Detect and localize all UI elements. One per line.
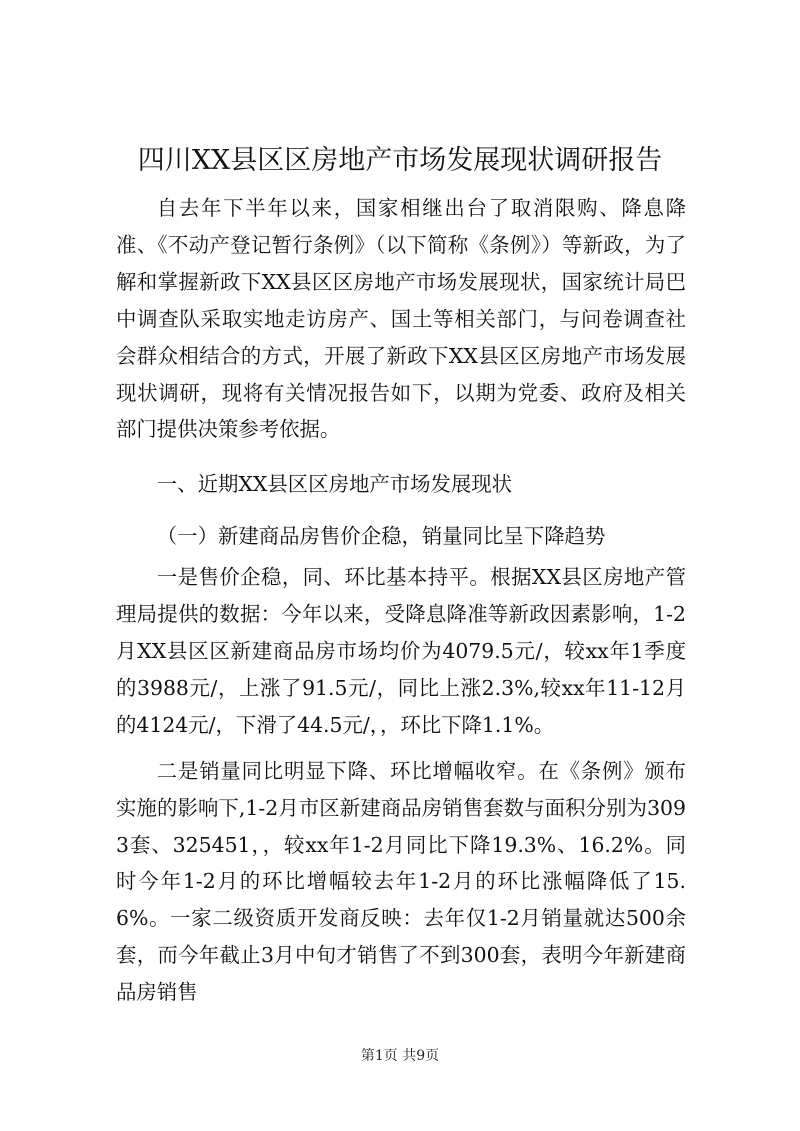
sales-paragraph: 二是销量同比明显下降、环比增幅收窄。在《条例》颁布实施的影响下,1-2月市区新建商品房销售套数与面积分别为3093套、325451，，较xx年1-2月同比下降19.3%、16.2%。同时今年1-2月的环比增幅较去年1-2月的环比涨幅降低了15.6%。一家二级资质开发商反映：去年仅1-2月销量就达500余套，而今年截止3月中旬才销售了不到300套，表明今年新建商品房销售 — [116, 758, 686, 1005]
page-number-footer: 第1页 共9页 — [360, 1048, 440, 1064]
document-body — [116, 190, 686, 1011]
section-heading: 一、近期XX县区区房地产市场发展现状 — [156, 472, 513, 497]
price-paragraph: 一是售价企稳，同、环比基本持平。根据XX县区房地产管理局提供的数据：今年以来，受降息降准等新政因素影响，1-2月XX县区区新建商品房市场均价为4079.5元/，较xx年1季度的3988元/，上涨了91.5元/，同比上涨2.3%,较xx年11-12月的4124元/，下滑了44.5元/，，环比下降1.1%。 — [116, 565, 686, 737]
subsection-heading: （一）新建商品房售价企稳，销量同比呈下降趋势 — [156, 524, 606, 549]
intro-paragraph: 自去年下半年以来，国家相继出台了取消限购、降息降准、《不动产登记暂行条例》（以下简称《条例》）等新政，为了解和掌握新政下XX县区区房地产市场发展现状，国家统计局巴中调查队采取实地走访房产、国土等相关部门，与问卷调查社会群众相结合的方式，开展了新政下XX县区区房地产市场发展现状调研，现将有关情况报告如下，以期为党委、政府及相关部门提供决策参考依据。 — [116, 196, 686, 442]
page-title: 四川XX县区区房地产市场发展现状调研报告 — [137, 145, 663, 176]
